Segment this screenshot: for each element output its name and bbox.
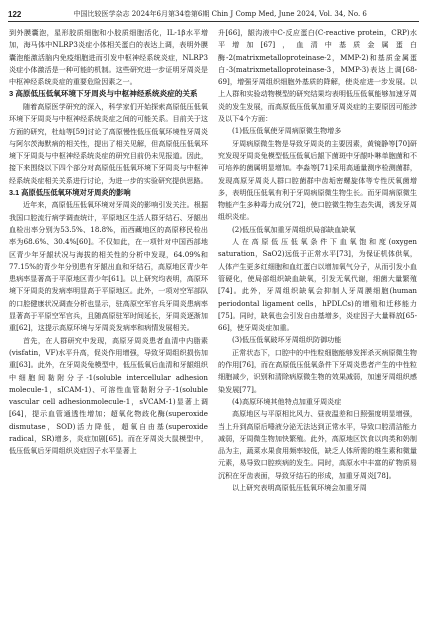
header-rule (8, 21, 419, 22)
list-heading: (3)低压低氧破坏牙周组织防御功能 (232, 335, 342, 345)
running-header (8, 8, 419, 20)
paragraph: 高原地区与平原相比风力、昼夜温差和日照强度明显增强，当上升到高原后唾液分泌无法达到正常水平，导致口腔清洁能力减弱，牙周微生物加快繁殖。此外，高原地区饮食以肉类和奶制品为主，蔬菜水果食用频率较低，缺乏人体所需的维生素和微量元素，易导致口腔疾病的发生。同时，高原水中丰富的矿物质易沉积在牙齿表面，导致牙结石的形成，加重牙周炎[78]。 (218, 409, 417, 480)
left-column (9, 27, 208, 619)
right-column (218, 27, 417, 619)
paragraph: 升[66]，龈沟液中C-反应蛋白(C-reactive protein，CRP)水平增加[67]，血清中基质金属蛋白酶-2(matrixmetalloproteinase-2，MMP-2)和基质金属蛋白-3(matrixmetalloproteinase-3，MMP-3)表达上调[68-69]，增强牙周组织细胞外基质的降解，使炎症进一步发展。以上人群和实验动物模型的研究结果均表明低压低氧能够加速牙周炎的发生发展，而高原低压低氧加重牙周炎症的主要原因可能涉及以下4个方面： (218, 28, 417, 124)
journal-citation: 中国比较医学杂志 2024年6月第34卷第6期 Chin J Comp Med, June 2024, Vol. 34, No. 6 (73, 10, 367, 18)
paragraph: 首先，在人群研究中发现，高原牙周炎患者血清中内脂素(visfatin，VF)水平升高，促炎作用增强，导致牙周组织损伤加重[63]。此外，在牙周炎兔模型中，低压低氧后血清和牙龈组织中细胞间黏附分子-1(soluble intercellular adhesion molecule-1，sICAM-1)、可溶性血管黏附分子-1(soluble vascular cell adhesionmolecule-1，sVCAM-1)显著上调[64]，提示血管通透性增加；超氧化物歧化酶(superoxide dismutase，SOD)活力降低，超氧自由基(superoxide radical，SR)增多，炎症加剧[65]。而在牙周炎大鼠模型中，低压低氧后牙周组织炎症因子水平显著上 (9, 335, 208, 456)
paragraph: 到外膜囊泡，星形胶质细胞和小胶质细胞活化，IL-1β水平增加，海马体中NLRP3炎症小体相关蛋白的表达上调，表明外膜囊泡能激活脑内免疫细胞进而引发中枢神经系统炎症，NLRP3炎症小体激活是一种可能的机制。这些研究进一步证明牙周炎是中枢神经系统炎症的重要危险因素之一。 (9, 28, 208, 87)
paragraph: 近年来，高原低压低氧环境对牙周炎的影响引发关注。根据我国口腔流行病学调查统计，平原地区生活人群牙结石、牙龈出血检出率分别为53.5%、18.8%，而西藏地区的高原移民检出率为68.6%、30.4%[60]。不仅如此，在一项针对中国西部地区青少年牙龈状况与海拔的相关性的分析中发现，64.09%和77.15%的青少年分别患有牙龈出血和牙结石，高原地区青少年患病率显著高于平原地区青少年[61]。以上研究均表明，高原环境下牙周炎的发病率明显高于平原地区。此外，一项对空军部队的口腔健康状况调查分析也显示，驻高原空军官兵牙周炎患病率显著高于平原空军官兵，且随高原驻军时间延长，牙周炎逐渐加重[62]，这提示高原环境与牙周炎发病率和病情发展相关。 (9, 200, 208, 333)
page-number: 122 (8, 9, 22, 19)
paragraph: 正常状态下，口腔中的中性粒细胞能够发挥杀灭病原微生物的作用[76]，而在高原低压低氧条件下牙周炎患者产生的中性粒细胞减少，识别和清除病原微生物的效果减弱，加速牙周组织感染发展[77]。 (218, 347, 417, 394)
subsection-heading: 3.1 高原低压低氧环境对牙周炎的影响 (9, 188, 131, 198)
paragraph: 人在高原低压低氧条件下血氧饱和度(oxygen saturation，SaO2)远低于正常水平[73]，为保证机体供氧，人体产生更多红细胞和血红蛋白以增加氧气分子，从而引发小血管硬化，使局部组织缺血缺氧，引发无氧代谢，细菌大量繁殖[74]。此外，牙周组织缺氧会抑制人牙周膜细胞(human periodontal ligament cells，hPDLCs)的增殖和迁移能力[75]。同时，缺氧也会引发自由基增多，炎症因子大量释放[65-66]，使牙周炎症加重。 (218, 237, 417, 333)
list-heading: (4)高原环境其他特点加重牙周炎症 (232, 396, 342, 406)
section-heading: 3 高原低压低氧环境下牙周炎与中枢神经系统炎症的关系 (9, 89, 198, 99)
paragraph: 随着高原医学研究的深入，科学家们开始探索高原低压低氧环境下牙周炎与中枢神经系统炎症之间的可能关系。目前关于这方面的研究，杜灿等[59]讨论了高原慢性低压低氧环境性牙周炎与阿尔茨海默病的相关性，提出了相关见解，但高原低压低氧环境下牙周炎与中枢神经系统炎症的研究目前仍未见报道。因此，接下来围绕以下四个部分对高原低压低氧环境下牙周炎与中枢神经系统炎症相关关系进行讨论，为进一步的实验研究提供思路。 (9, 101, 208, 185)
paragraph: 以上研究表明高原低压低氧环境会加重牙周 (232, 482, 367, 492)
paragraph: 牙周病原微生物是导致牙周炎的主要因素，黄镜静等[70]研究发现牙周炎兔模型低压低氧后龈下菌斑中牙龈卟啉单胞菌和不可培养的菌属明显增加。李淼等[71]采用高通量测序检测菌群，发现高原牙周炎人群口腔菌群中齿垢密螺旋体等专性厌氧菌增多，表明低压低氧有利于牙周病原微生物生长。而牙周病原微生物能产生多种毒力成分[72]，使口腔微生物生态失调，诱发牙周组织炎症。 (218, 138, 417, 222)
list-heading: (1)低压低氧使牙周病原微生物增多 (232, 126, 342, 136)
list-heading: (2)低压低氧加重牙周组织局部缺血缺氧 (232, 224, 356, 234)
